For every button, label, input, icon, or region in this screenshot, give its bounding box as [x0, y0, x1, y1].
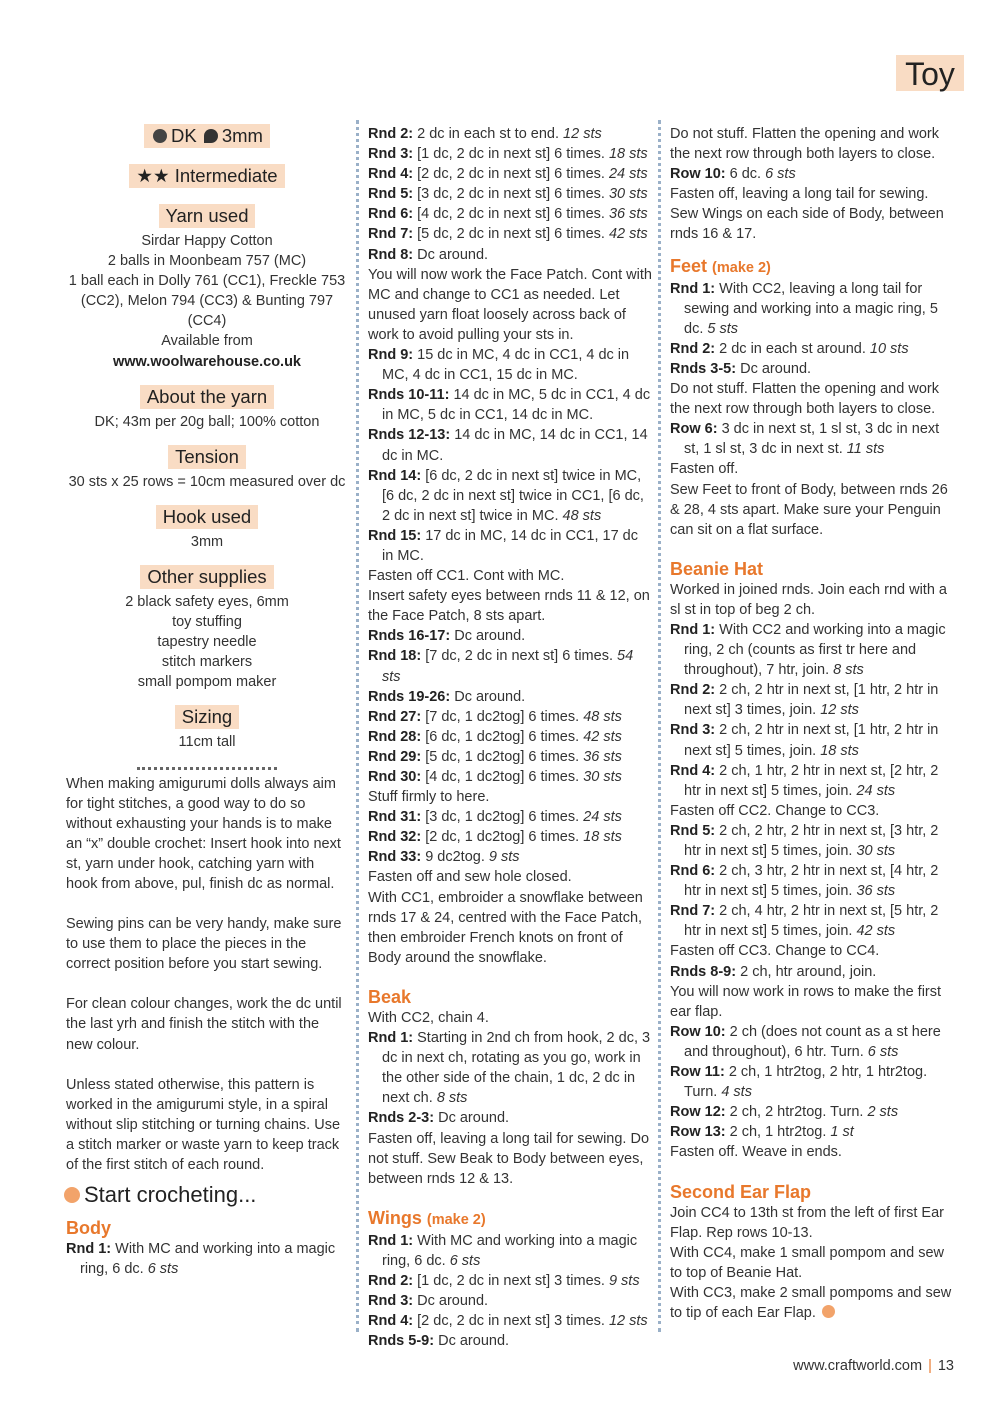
supply-item: toy stuffing — [172, 614, 242, 631]
row-label: Rnd 9: — [368, 347, 414, 364]
row-count: 10 sts — [869, 340, 909, 357]
pattern-row — [670, 982, 954, 1022]
second-ear-heading: Second Ear Flap — [670, 1181, 812, 1202]
tip-paragraph: When making amigurumi dolls always aim for tight stitches, a good way to do so without exhausting your hands is to make an “x” double crochet: Insert hook into next st, yarn under hook, catching yarn with hook from above, pul, finish dc as normal. — [66, 775, 341, 892]
row-count: 5 sts — [707, 320, 738, 337]
spec-line: 3mm — [190, 533, 224, 550]
row-text: Stuff firmly to here. — [368, 789, 490, 806]
row-count: 4 sts — [721, 1084, 752, 1101]
other-supplies-heading: Other supplies — [140, 565, 273, 589]
row-label: Rnds 12-13: — [368, 427, 451, 444]
row-text: Dc around. — [417, 1293, 489, 1310]
sizing-block — [66, 705, 348, 752]
pattern-row — [368, 807, 652, 827]
pattern-row — [368, 1028, 652, 1108]
tip-paragraph: Unless stated otherwise, this pattern is worked in the amigurumi style, in a spiral without slip stitching or turning chains. Use a stitch marker or waste yarn to keep track of the first stitch of each round. — [66, 1076, 341, 1173]
supply-item: stitch markers — [161, 654, 253, 671]
row-count: 12 sts — [563, 126, 602, 142]
row-label: Rnd 1: — [368, 1232, 414, 1249]
pattern-row — [368, 747, 652, 767]
row-text: Starting in 2nd ch from hook, 2 dc, 3 dc in next ch, rotating as you go, work in the other side of the chain, 1 dc, 2 dc in next ch. — [382, 1030, 651, 1107]
pattern-row — [368, 586, 652, 626]
pattern-row — [368, 124, 652, 144]
supplier-link[interactable]: www.woolwarehouse.co.uk — [113, 353, 301, 370]
row-count: 12 sts — [608, 1313, 648, 1330]
row-label: Rnd 4: — [368, 1313, 414, 1330]
row-label: Rnd 27: — [368, 708, 422, 725]
pattern-row — [670, 1142, 954, 1162]
row-count: 18 sts — [820, 742, 859, 759]
beak-heading: Beak — [368, 986, 412, 1007]
pattern-row — [670, 459, 954, 479]
row-text: [7 dc, 2 dc in next st] 6 times. — [425, 648, 613, 665]
row-label: Rnd 8: — [368, 246, 414, 263]
row-count: 36 sts — [856, 883, 896, 900]
pattern-row — [670, 339, 954, 359]
pattern-row — [368, 847, 652, 867]
pattern-row — [368, 184, 652, 204]
pattern-row — [670, 1283, 954, 1323]
row-text: [4 dc, 2 dc in next st] 6 times. — [417, 206, 605, 223]
sizing-heading: Sizing — [175, 705, 239, 729]
row-count: 48 sts — [583, 708, 622, 725]
specs-panel — [66, 124, 348, 770]
pattern-row — [670, 720, 954, 760]
yarn-ball-icon — [64, 1187, 80, 1203]
row-count: 30 sts — [583, 769, 622, 785]
pattern-row — [670, 124, 954, 164]
feet-heading — [670, 255, 954, 279]
row-text: [1 dc, 2 dc in next st] 6 times. — [417, 146, 605, 163]
row-text: [6 dc, 2 dc in next st] twice in MC, [6 dc, 2 dc in next st] twice in CC1, [6 dc, 2 dc in next st] twice in MC. — [382, 467, 644, 524]
row-label: Rnd 31: — [368, 809, 422, 826]
pattern-row — [670, 164, 954, 184]
row-label: Row 11: — [670, 1064, 725, 1081]
row-text: 17 dc in MC, 14 dc in CC1, 17 dc in MC. — [382, 527, 638, 564]
row-count: 8 sts — [833, 662, 864, 679]
pattern-row — [368, 204, 652, 224]
pattern-row — [368, 787, 652, 807]
row-text: Join CC4 to 13th st from the left of first Ear Flap. Rep rows 10-13. — [670, 1204, 944, 1241]
row-label: Rnd 2: — [368, 1272, 414, 1289]
footer-site[interactable]: www.craftworld.com — [793, 1358, 923, 1374]
start-heading-text: Start crocheting... — [84, 1182, 257, 1208]
pattern-row — [368, 245, 652, 265]
pattern-row — [368, 526, 652, 566]
row-text: Fasten off and sew hole closed. — [368, 869, 572, 886]
pattern-row — [368, 827, 652, 847]
row-text: Dc around. — [417, 246, 489, 263]
row-text: 2 ch, 2 htr, 2 htr in next st, [3 htr, 2 htr in next st] 5 times, join. — [684, 822, 939, 859]
wings-title: Wings — [368, 1207, 422, 1228]
pattern-row — [670, 1203, 954, 1243]
row-text: Dc around. — [438, 1333, 510, 1350]
pattern-row — [670, 1243, 954, 1283]
hook-size: 3mm — [221, 125, 263, 146]
row-count: 18 sts — [608, 146, 648, 163]
yarn-used-block — [66, 204, 348, 372]
pattern-row — [368, 1129, 652, 1189]
row-label: Rnds 2-3: — [368, 1110, 435, 1127]
row-text: [5 dc, 2 dc in next st] 6 times. — [417, 226, 605, 243]
pattern-row — [368, 646, 652, 686]
pattern-row — [670, 1102, 954, 1122]
row-text: 2 ch, 2 htr in next st, [1 htr, 2 htr in next st] 3 times, join. — [684, 682, 939, 719]
section-tab: Toy — [896, 55, 964, 91]
beanie-pattern — [670, 580, 954, 1163]
pattern-row — [368, 144, 652, 164]
row-text: 2 ch, 3 htr, 2 htr in next st, [4 htr, 2 htr in next st] 5 times, join. — [684, 863, 939, 900]
pattern-row — [670, 1022, 954, 1062]
row-label: Rnd 7: — [670, 903, 716, 920]
pattern-row — [368, 1331, 652, 1351]
row-text: [7 dc, 1 dc2tog] 6 times. — [425, 708, 580, 725]
body-pattern — [368, 124, 652, 968]
row-text: 2 ch, 1 htr2tog, 2 htr, 1 htr2tog. Turn. — [684, 1064, 928, 1101]
row-label: Row 6: — [670, 421, 718, 438]
page-number: 13 — [937, 1358, 954, 1374]
pattern-row — [368, 265, 652, 345]
row-count: 6 sts — [147, 1261, 179, 1278]
column-1 — [66, 124, 348, 1279]
row-label: Rnd 4: — [670, 762, 716, 779]
row-label: Rnd 15: — [368, 527, 422, 544]
row-text: With CC3, make 2 small pompoms and sew to tip of each Ear Flap. — [670, 1284, 952, 1321]
row-count: 24 sts — [583, 809, 622, 826]
page-footer — [793, 1358, 954, 1374]
row-text: You will now work the Face Patch. Cont with MC and change to CC1 as needed. Let unused yarn float loosely across back of work to avoid pulling your sts in. — [368, 266, 652, 343]
yarn-weight: DK — [171, 125, 197, 146]
row-text: 2 ch, 1 htr2tog. — [729, 1124, 827, 1141]
row-count: 8 sts — [436, 1090, 468, 1107]
pattern-row — [670, 1062, 954, 1102]
row-text: Fasten off, leaving a long tail for sewing. Do not stuff. Sew Beak to Body between eyes, between rnds 12 & 13. — [368, 1130, 650, 1187]
pattern-row — [670, 379, 954, 419]
pattern-row — [368, 687, 652, 707]
row-text: With CC2, chain 4. — [368, 1009, 489, 1026]
row-text: With CC4, make 1 small pompom and sew to top of Beanie Hat. — [670, 1244, 944, 1281]
supply-item: 2 black safety eyes, 6mm — [125, 593, 289, 610]
row-count: 24 sts — [608, 166, 648, 183]
row-label: Rnd 2: — [368, 126, 414, 142]
row-text: [1 dc, 2 dc in next st] 3 times. — [417, 1272, 605, 1289]
row-label: Rnd 3: — [670, 722, 716, 739]
row-text: Fasten off. Weave in ends. — [670, 1144, 842, 1161]
row-label: Rnd 6: — [368, 206, 414, 223]
row-label: Row 12: — [670, 1104, 726, 1121]
pattern-row — [368, 1008, 652, 1028]
row-text: 2 dc in each st to end. — [417, 126, 560, 142]
pattern-row — [670, 962, 954, 982]
body-heading: Body — [66, 1218, 111, 1239]
row-count: 2 sts — [867, 1104, 899, 1121]
row-label: Rnd 28: — [368, 728, 422, 745]
row-text: 2 ch, htr around, join. — [740, 963, 877, 980]
row-count: 9 sts — [608, 1272, 640, 1289]
tip-paragraph: Sewing pins can be very handy, make sure to use them to place the pieces in the correct position before you start sewing. — [66, 916, 342, 973]
column-divider — [658, 120, 661, 1332]
hook-used-heading: Hook used — [156, 505, 258, 529]
wings-pattern-cont — [670, 124, 954, 245]
spec-line: 1 ball each in Dolly 761 (CC1), Freckle 753 — [68, 273, 346, 290]
pattern-row — [368, 1291, 652, 1311]
row-text: Dc around. — [438, 1110, 510, 1127]
wings-pattern — [368, 1231, 652, 1352]
row-text: Sew Feet to front of Body, between rnds 26 & 28, 4 sts apart. Make sure your Penguin can sit on a flat surface. — [670, 481, 948, 538]
row-text: With MC and working into a magic ring, 6 dc. — [382, 1232, 638, 1269]
row-count: 11 sts — [846, 441, 885, 458]
row-label: Rnds 19-26: — [368, 688, 451, 705]
pattern-row — [670, 419, 954, 459]
row-count: 18 sts — [583, 829, 622, 846]
pattern-row — [670, 761, 954, 801]
row-text: 2 ch, 2 htr2tog. Turn. — [729, 1104, 864, 1121]
column-3 — [670, 124, 954, 1323]
difficulty-badge — [129, 164, 284, 188]
row-label: Rnd 33: — [368, 849, 422, 866]
tension-block — [66, 445, 348, 492]
pattern-row — [368, 888, 652, 968]
supply-item: tapestry needle — [157, 634, 257, 651]
row-label: Rnd 1: — [66, 1241, 112, 1258]
row-text: [6 dc, 1 dc2tog] 6 times. — [425, 728, 580, 745]
pattern-row — [670, 861, 954, 901]
yarn-ball-icon — [153, 129, 167, 143]
pattern-row — [670, 620, 954, 680]
spec-line: 11cm tall — [178, 734, 236, 751]
pattern-row — [368, 224, 652, 244]
row-text: 2 ch, 4 htr, 2 htr in next st, [5 htr, 2 htr in next st] 5 times, join. — [684, 903, 939, 940]
row-label: Rnd 2: — [670, 682, 716, 699]
row-text: [5 dc, 1 dc2tog] 6 times. — [425, 748, 580, 765]
row-text: 3 dc in next st, 1 sl st, 3 dc in next st, 1 sl st, 3 dc in next st. — [684, 421, 940, 458]
row-label: Rnds 16-17: — [368, 628, 451, 645]
spec-line: (CC2), Melon 794 (CC3) & Bunting 797 (CC4) — [80, 293, 334, 330]
yarn-used-heading: Yarn used — [159, 204, 256, 228]
pattern-row — [670, 1122, 954, 1142]
row-count: 9 sts — [488, 849, 520, 866]
pattern-row — [670, 941, 954, 961]
row-text: [3 dc, 2 dc in next st] 6 times. — [417, 186, 605, 203]
row-text: [2 dc, 1 dc2tog] 6 times. — [425, 829, 580, 846]
row-label: Rnds 5-9: — [368, 1333, 435, 1350]
pattern-row — [670, 480, 954, 540]
row-count: 42 sts — [583, 728, 622, 745]
row-text: 2 ch (does not count as a st here and throughout), 6 htr. Turn. — [684, 1023, 941, 1060]
pattern-row — [670, 821, 954, 861]
spec-line: DK; 43m per 20g ball; 100% cotton — [94, 413, 320, 430]
supply-item: small pompom maker — [137, 674, 277, 691]
hook-icon — [204, 129, 218, 143]
row-label: Rnd 30: — [368, 769, 422, 785]
row-label: Rnd 32: — [368, 829, 422, 846]
row-text: [4 dc, 1 dc2tog] 6 times. — [425, 769, 580, 785]
column-2 — [368, 124, 652, 1351]
tip-paragraph: For clean colour changes, work the dc until the last yrh and finish the stitch with the new colour. — [66, 996, 342, 1053]
pattern-row — [368, 466, 652, 526]
row-label: Row 10: — [670, 1023, 726, 1040]
row-text: Fasten off. — [670, 461, 739, 478]
pattern-row — [368, 1311, 652, 1331]
row-text: With CC2, leaving a long tail for sewing and working into a magic ring, 5 dc. — [684, 280, 938, 337]
pattern-row — [670, 184, 954, 244]
spec-line: Sirdar Happy Cotton — [141, 233, 273, 249]
row-label: Rnd 1: — [368, 1030, 414, 1047]
row-text: Insert safety eyes between rnds 11 & 12, on the Face Patch, 8 sts apart. — [368, 588, 650, 625]
beanie-heading: Beanie Hat — [670, 558, 764, 579]
row-label: Rnd 3: — [368, 1293, 414, 1310]
row-text: Dc around. — [454, 628, 526, 645]
pattern-row — [368, 1231, 652, 1271]
row-text: Do not stuff. Flatten the opening and work the next row through both layers to close. — [670, 126, 939, 163]
row-label: Rnd 5: — [670, 822, 716, 839]
wings-heading — [368, 1207, 652, 1231]
row-text: Fasten off CC2. Change to CC3. — [670, 802, 880, 819]
row-count: 30 sts — [856, 843, 896, 859]
row-label: Rnd 7: — [368, 226, 414, 243]
row-text: With MC and working into a magic ring, 6 dc. — [80, 1241, 336, 1278]
row-text: With CC2 and working into a magic ring, 2 ch (counts as first tr here and throughout), 7 htr, join. — [684, 621, 946, 679]
row-count: 12 sts — [820, 702, 859, 719]
weight-hook-badge — [144, 124, 270, 148]
row-count: 42 sts — [856, 923, 896, 940]
end-mark-icon — [822, 1305, 835, 1318]
pattern-row — [368, 867, 652, 887]
row-label: Rnd 4: — [368, 166, 414, 183]
row-label: Rnds 8-9: — [670, 963, 737, 980]
tension-heading: Tension — [168, 445, 246, 469]
row-text: [2 dc, 2 dc in next st] 6 times. — [417, 166, 605, 183]
row-count: 30 sts — [608, 186, 648, 203]
row-text: 2 ch, 2 htr in next st, [1 htr, 2 htr in next st] 5 times, join. — [684, 722, 939, 759]
pattern-row — [368, 566, 652, 586]
spec-line: 2 balls in Moonbeam 757 (MC) — [107, 253, 307, 270]
start-crocheting-heading — [64, 1182, 348, 1208]
pattern-row — [670, 801, 954, 821]
row-text: You will now work in rows to make the first ear flap. — [670, 983, 942, 1020]
spec-line: Available from — [161, 333, 253, 350]
difficulty-label: Intermediate — [174, 165, 278, 186]
row-text: Dc around. — [454, 688, 526, 705]
row-count: 24 sts — [856, 782, 896, 799]
row-text: 15 dc in MC, 4 dc in CC1, 4 dc in MC, 4 dc in CC1, 15 dc in MC. — [382, 347, 630, 384]
feet-title: Feet — [670, 255, 708, 276]
pattern-row — [368, 164, 652, 184]
pattern-row — [368, 1108, 652, 1128]
pattern-row — [368, 727, 652, 747]
row-text: [2 dc, 2 dc in next st] 3 times. — [417, 1313, 605, 1330]
row-label: Rnd 14: — [368, 467, 422, 484]
row-label: Rnd 2: — [670, 340, 716, 357]
row-count: 6 sts — [449, 1252, 481, 1269]
row-text: 9 dc2tog. — [425, 849, 485, 866]
row-text: Fasten off, leaving a long tail for sewing. Sew Wings on each side of Body, between rnds 16 & 17. — [670, 186, 944, 243]
pattern-row — [670, 359, 954, 379]
row-label: Rnd 18: — [368, 648, 422, 665]
pattern-row — [368, 626, 652, 646]
footer-separator: | — [928, 1358, 932, 1374]
row-text: Fasten off CC1. Cont with MC. — [368, 568, 565, 585]
second-ear-pattern — [670, 1203, 954, 1324]
row-text: Do not stuff. Flatten the opening and work the next row through both layers to close. — [670, 381, 939, 418]
row-text: 2 ch, 1 htr, 2 htr in next st, [2 htr, 2 htr in next st] 5 times, join. — [684, 762, 939, 799]
row-count: 1 st — [830, 1124, 854, 1141]
row-count: 54 sts — [382, 648, 634, 685]
pattern-row — [368, 345, 652, 385]
row-label: Rnd 1: — [670, 280, 716, 297]
row-text: 6 dc. — [729, 166, 762, 183]
row-text: 2 dc in each st around. — [719, 340, 866, 357]
row-text: Worked in joined rnds. Join each rnd with a sl st in top of beg 2 ch. — [670, 581, 947, 618]
about-yarn-block — [66, 385, 348, 432]
difficulty-stars: ★★ — [136, 165, 170, 186]
row-text: With CC1, embroider a snowflake between rnds 17 & 24, centred with the Face Patch, then embroider French knots on front of Body around the snowflake. — [368, 889, 643, 966]
column-divider — [356, 120, 359, 1332]
row-text: 14 dc in MC, 14 dc in CC1, 14 dc in MC. — [382, 427, 648, 464]
pattern-row — [368, 767, 652, 787]
spec-line: 30 sts x 25 rows = 10cm measured over dc — [68, 473, 346, 490]
pattern-row — [368, 707, 652, 727]
row-count: 42 sts — [608, 226, 648, 243]
pattern-row — [670, 279, 954, 339]
pattern-row — [670, 580, 954, 620]
row-count: 48 sts — [562, 507, 602, 524]
row-label: Rnd 3: — [368, 146, 414, 163]
row-count: 6 sts — [765, 166, 796, 183]
about-yarn-heading: About the yarn — [140, 385, 274, 409]
feet-pattern — [670, 279, 954, 540]
row-label: Rnds 3-5: — [670, 360, 737, 377]
row-text: Dc around. — [740, 360, 812, 377]
row-label: Rnd 1: — [670, 621, 716, 638]
row-text: 14 dc in MC, 5 dc in CC1, 4 dc in MC, 5 dc in CC1, 14 dc in MC. — [382, 387, 651, 424]
other-supplies-block — [66, 565, 348, 692]
row-text: Fasten off CC3. Change to CC4. — [670, 943, 880, 960]
row-label: Row 10: — [670, 166, 726, 183]
row-label: Rnd 29: — [368, 748, 422, 765]
row-count: 36 sts — [583, 748, 622, 765]
feet-subtitle: (make 2) — [712, 259, 771, 276]
row-label: Row 13: — [670, 1124, 726, 1141]
pattern-row — [368, 1271, 652, 1291]
pattern-row — [368, 425, 652, 465]
wings-subtitle: (make 2) — [426, 1211, 486, 1228]
pattern-row — [670, 901, 954, 941]
hook-used-block — [66, 505, 348, 552]
section-divider — [137, 767, 277, 770]
pattern-row — [670, 680, 954, 720]
row-label: Rnds 10-11: — [368, 387, 450, 404]
pattern-row — [66, 1239, 348, 1279]
row-label: Rnd 5: — [368, 186, 414, 203]
row-count: 6 sts — [867, 1043, 899, 1060]
pattern-row — [368, 385, 652, 425]
row-count: 36 sts — [608, 206, 648, 223]
beak-pattern — [368, 1008, 652, 1189]
row-label: Rnd 6: — [670, 863, 716, 880]
row-text: [3 dc, 1 dc2tog] 6 times. — [425, 809, 580, 826]
